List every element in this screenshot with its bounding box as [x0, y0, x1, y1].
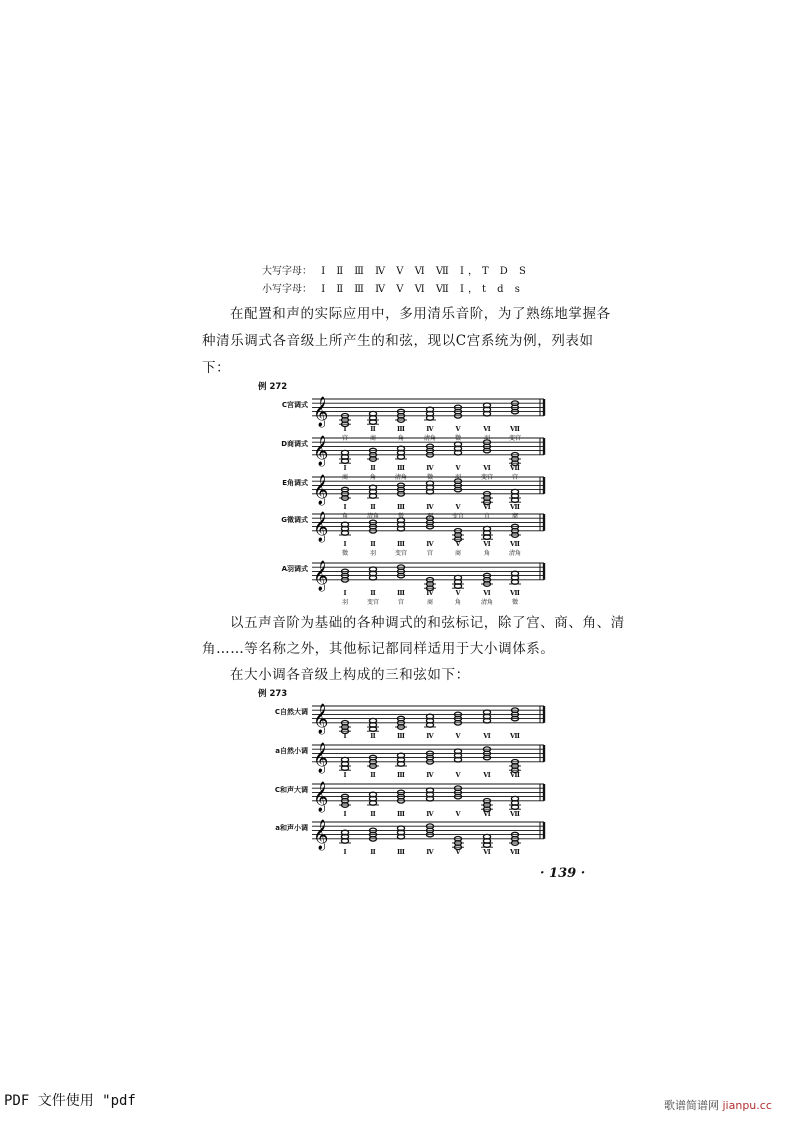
ex272-roman-numeral: Ⅱ [370, 503, 376, 511]
ex272-roman-numeral: Ⅲ [397, 425, 405, 433]
ex272-roman-numeral: Ⅲ [397, 503, 405, 511]
ex272-roman-numeral: Ⅲ [397, 540, 405, 548]
ex273-roman-numeral: Ⅰ [343, 848, 347, 856]
ex272-roman-numeral: Ⅳ [426, 425, 434, 433]
ex272-roman-numeral: Ⅴ [455, 464, 461, 472]
footer-watermark [664, 1097, 772, 1113]
treble-clef-icon: 𝄞 [313, 435, 329, 466]
legend-uppercase-row [262, 262, 530, 277]
ex272-roman-numeral: Ⅰ [343, 540, 347, 548]
ex272-roman-numeral: Ⅶ [510, 589, 520, 597]
treble-clef-icon: 𝄞 [313, 396, 329, 427]
footer-site-name: 歌谱简谱网 [664, 1099, 719, 1112]
ex273-row-label: C自然大调 [274, 708, 308, 716]
ex272-mode-name: 变宫 [366, 599, 380, 606]
ex272-row-label: D商调式 [281, 440, 308, 448]
legend-uppercase-values: Ⅰ Ⅱ Ⅲ Ⅳ Ⅴ Ⅵ Ⅶ Ⅰ，T D S [321, 266, 530, 277]
ex272-mode-name: 角 [397, 435, 405, 442]
ex272-mode-name: 徵 [511, 599, 519, 606]
ex272-row-label: C宫调式 [281, 401, 308, 409]
ex272-roman-numeral: Ⅰ [343, 464, 347, 472]
ex272-roman-numeral: Ⅱ [370, 589, 376, 597]
ex272-roman-numeral: Ⅶ [510, 540, 520, 548]
ex272-mode-name: 羽 [426, 513, 434, 520]
ex273-roman-numeral: Ⅳ [426, 848, 434, 856]
paragraph1-line2: 种清乐调式各音级上所产生的和弦，现以C宫系统为例，列表如 [202, 333, 594, 349]
ex273-roman-numeral: Ⅲ [397, 771, 405, 779]
ex272-row-label: E角调式 [282, 479, 308, 487]
ex272-roman-numeral: Ⅱ [370, 540, 376, 548]
ex273-roman-numeral: Ⅲ [397, 848, 405, 856]
ex272-roman-numeral: Ⅶ [510, 464, 520, 472]
ex273-roman-numeral: Ⅴ [455, 810, 461, 818]
ex273-roman-numeral: Ⅱ [370, 810, 376, 818]
ex273-row-label: a和声小调 [275, 824, 308, 832]
ex273-roman-numeral: Ⅲ [397, 732, 405, 740]
ex273-roman-numeral: Ⅶ [510, 771, 520, 779]
footer-pdf-note: PDF 文件使用 "pdf [4, 1093, 136, 1109]
ex272-mode-name: 变宫 [480, 474, 494, 481]
ex272-mode-name: 变宫 [508, 435, 522, 442]
ex272-row-label: G徵调式 [281, 516, 308, 524]
ex272-mode-name: 徵 [454, 435, 462, 442]
paragraph2-line1: 以五声音阶为基础的各种调式的和弦标记，除了宫、商、角、清 [230, 615, 625, 631]
ex272-mode-name: 宫 [511, 474, 519, 481]
ex272-roman-numeral: Ⅳ [426, 464, 434, 472]
ex272-mode-name: 变宫 [394, 550, 408, 557]
ex273-roman-numeral: Ⅰ [343, 771, 347, 779]
ex272-mode-name: 清角 [480, 599, 494, 606]
ex272-roman-numeral: Ⅴ [455, 503, 461, 511]
treble-clef-icon: 𝄞 [313, 703, 329, 734]
ex272-roman-numeral: Ⅳ [426, 503, 434, 511]
ex272-mode-name: 商 [426, 599, 434, 606]
ex272-mode-name: 羽 [369, 550, 377, 557]
ex272-row-label: A羽调式 [281, 565, 308, 573]
treble-clef-icon: 𝄞 [313, 781, 329, 812]
paragraph3: 在大小调各音级上构成的三和弦如下： [230, 667, 470, 683]
ex272-roman-numeral: Ⅴ [455, 425, 461, 433]
ex272-mode-name: 宫 [483, 513, 491, 520]
paragraph2-line2: 角……等名称之外，其他标记都同样适用于大小调体系。 [202, 641, 555, 657]
ex272-roman-numeral: Ⅵ [483, 540, 491, 548]
ex273-roman-numeral: Ⅶ [510, 732, 520, 740]
ex273-roman-numeral: Ⅲ [397, 810, 405, 818]
ex272-mode-name: 宫 [397, 599, 405, 606]
ex272-roman-numeral: Ⅳ [426, 589, 434, 597]
ex273-roman-numeral: Ⅰ [343, 732, 347, 740]
ex272-roman-numeral: Ⅱ [370, 425, 376, 433]
ex273-roman-numeral: Ⅴ [455, 732, 461, 740]
ex272-mode-name: 羽 [341, 599, 349, 606]
treble-clef-icon: 𝄞 [313, 742, 329, 773]
ex272-mode-name: 徵 [426, 474, 434, 481]
ex272-mode-name: 变宫 [451, 513, 465, 520]
ex272-mode-name: 商 [511, 513, 519, 520]
ex272-roman-numeral: Ⅵ [483, 503, 491, 511]
ex273-roman-numeral: Ⅳ [426, 732, 434, 740]
ex272-roman-numeral: Ⅵ [483, 464, 491, 472]
ex273-roman-numeral: Ⅵ [483, 732, 491, 740]
ex272-mode-name: 角 [341, 513, 349, 520]
ex273-row-label: C和声大调 [274, 786, 308, 794]
ex272-roman-numeral: Ⅳ [426, 540, 434, 548]
ex272-roman-numeral: Ⅶ [510, 503, 520, 511]
example272-label: 例 272 [258, 382, 288, 392]
page-number: · 139 · [540, 866, 586, 881]
ex272-mode-name: 商 [341, 474, 349, 481]
legend-lowercase-values: Ⅰ Ⅱ Ⅲ Ⅳ Ⅴ Ⅵ Ⅶ Ⅰ，t d s [321, 284, 524, 295]
legend-lowercase-label: 小写字母： [262, 284, 312, 295]
ex273-roman-numeral: Ⅳ [426, 771, 434, 779]
ex273-roman-numeral: Ⅵ [483, 848, 491, 856]
ex272-mode-name: 羽 [483, 435, 491, 442]
treble-clef-icon: 𝄞 [313, 511, 329, 542]
ex272-mode-name: 清角 [423, 435, 437, 442]
ex273-roman-numeral: Ⅰ [343, 810, 347, 818]
ex273-roman-numeral: Ⅶ [510, 848, 520, 856]
ex273-roman-numeral: Ⅳ [426, 810, 434, 818]
footer-site-url: jianpu.cc [722, 1099, 772, 1112]
ex272-roman-numeral: Ⅵ [483, 425, 491, 433]
ex272-roman-numeral: Ⅰ [343, 589, 347, 597]
ex273-roman-numeral: Ⅵ [483, 810, 491, 818]
ex272-mode-name: 商 [369, 435, 377, 442]
ex272-mode-name: 徵 [341, 550, 349, 557]
paragraph1-line3: 下： [202, 360, 231, 376]
ex272-roman-numeral: Ⅴ [455, 540, 461, 548]
ex272-mode-name: 角 [454, 599, 462, 606]
ex272-roman-numeral: Ⅲ [397, 464, 405, 472]
ex272-mode-name: 商 [454, 550, 462, 557]
ex272-roman-numeral: Ⅶ [510, 425, 520, 433]
treble-clef-icon: 𝄞 [313, 560, 329, 591]
ex272-mode-name: 角 [369, 474, 377, 481]
legend-uppercase-label: 大写字母： [262, 266, 312, 277]
ex272-roman-numeral: Ⅴ [455, 589, 461, 597]
ex273-roman-numeral: Ⅵ [483, 771, 491, 779]
ex272-mode-name: 宫 [341, 435, 349, 442]
ex273-roman-numeral: Ⅱ [370, 732, 376, 740]
ex272-roman-numeral: Ⅰ [343, 503, 347, 511]
ex273-roman-numeral: Ⅱ [370, 771, 376, 779]
ex272-mode-name: 宫 [426, 550, 434, 557]
ex272-roman-numeral: Ⅲ [397, 589, 405, 597]
ex272-roman-numeral: Ⅰ [343, 425, 347, 433]
ex273-row-label: a自然小调 [275, 747, 308, 755]
ex272-roman-numeral: Ⅵ [483, 589, 491, 597]
ex273-roman-numeral: Ⅱ [370, 848, 376, 856]
treble-clef-icon: 𝄞 [313, 474, 329, 505]
legend-lowercase-row [262, 280, 524, 295]
ex272-roman-numeral: Ⅱ [370, 464, 376, 472]
ex272-mode-name: 徵 [397, 513, 405, 520]
example273-label: 例 273 [258, 689, 288, 699]
ex272-mode-name: 清角 [508, 550, 522, 557]
paragraph1-line1: 在配置和声的实际应用中，多用清乐音阶，为了熟练地掌握各 [230, 306, 611, 322]
ex273-roman-numeral: Ⅶ [510, 810, 520, 818]
ex273-roman-numeral: Ⅴ [455, 848, 461, 856]
ex272-mode-name: 清角 [366, 513, 380, 520]
ex272-mode-name: 清角 [394, 474, 408, 481]
ex272-mode-name: 羽 [454, 474, 462, 481]
treble-clef-icon: 𝄞 [313, 819, 329, 850]
ex273-roman-numeral: Ⅴ [455, 771, 461, 779]
ex272-mode-name: 角 [483, 550, 491, 557]
